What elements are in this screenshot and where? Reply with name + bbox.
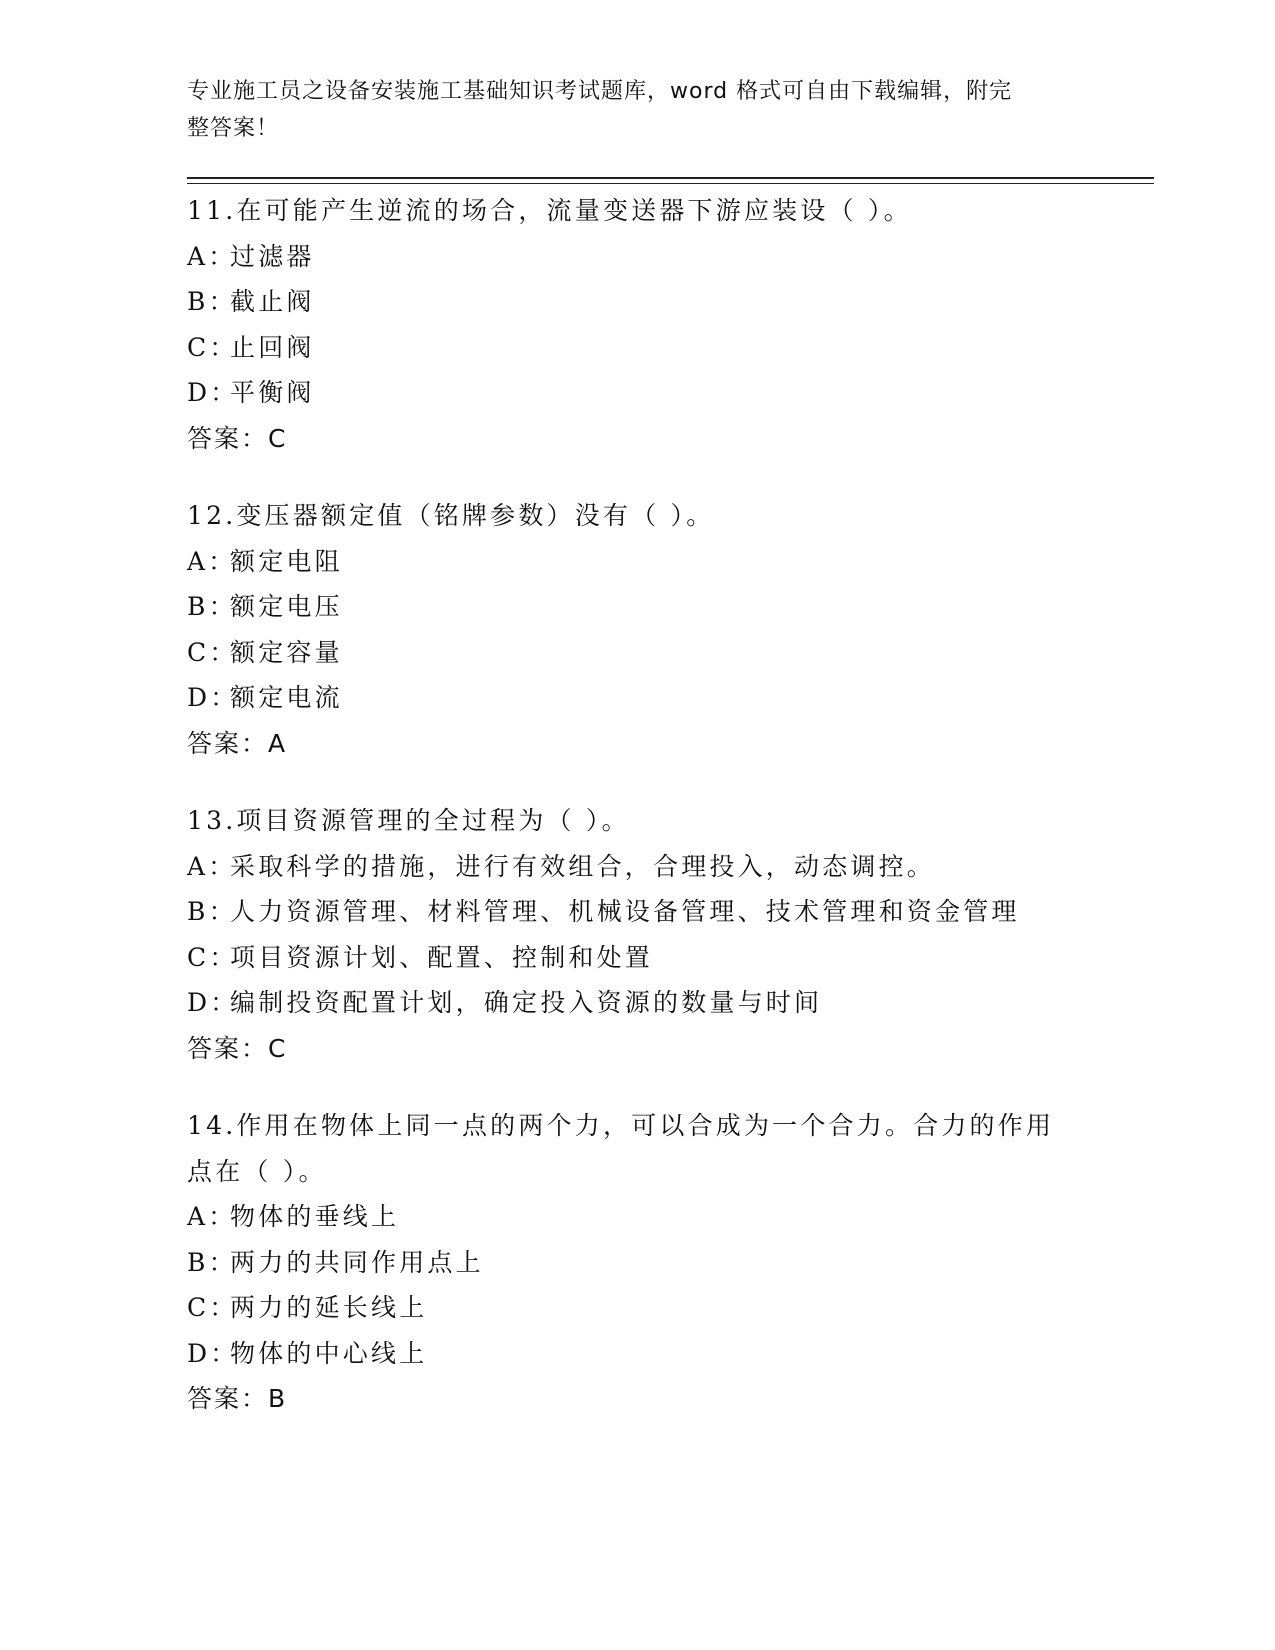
- option-letter: C：: [187, 942, 238, 972]
- answer-label: 答案：: [187, 1384, 269, 1413]
- option-c: [187, 630, 1087, 676]
- option-letter: D：: [187, 988, 239, 1017]
- option-text: 额定电压: [230, 592, 343, 621]
- answer-line: [187, 416, 1087, 462]
- option-text: 额定容量: [230, 637, 343, 667]
- option-text: 额定电流: [230, 683, 343, 712]
- option-letter: D：: [187, 378, 239, 407]
- header-divider-thick: [187, 177, 1154, 179]
- option-c: [187, 325, 1087, 371]
- option-b: [187, 584, 1087, 630]
- option-a: [187, 1194, 1087, 1240]
- question-item: [187, 188, 1087, 461]
- option-d: [187, 370, 1087, 416]
- option-letter: C：: [187, 637, 238, 667]
- option-text: 编制投资配置计划，确定投入资源的数量与时间: [230, 988, 823, 1017]
- question-item: [187, 1103, 1087, 1422]
- question-item: [187, 493, 1087, 766]
- option-b: [187, 279, 1087, 325]
- answer-line: [187, 1026, 1087, 1072]
- question-stem: 12.变压器额定值（铭牌参数）没有（ ）。: [187, 501, 715, 530]
- answer-label: 答案：: [187, 728, 269, 758]
- document-header: [187, 73, 1067, 147]
- option-letter: A：: [187, 546, 237, 576]
- option-d: [187, 1331, 1087, 1377]
- option-c: [187, 935, 1087, 981]
- option-letter: C：: [187, 1293, 238, 1322]
- option-letter: B：: [187, 287, 237, 316]
- option-d: [187, 675, 1087, 721]
- option-text: 项目资源计划、配置、控制和处置: [230, 942, 654, 972]
- header-divider-thin: [187, 183, 1154, 184]
- answer-value: C: [268, 423, 288, 453]
- option-letter: B：: [187, 897, 237, 926]
- option-text: 两力的延长线上: [230, 1293, 428, 1322]
- option-letter: D：: [187, 683, 239, 712]
- question-list: [187, 188, 1087, 1454]
- question-stem: 13.项目资源管理的全过程为（ ）。: [187, 806, 630, 835]
- question-stem: 14.作用在物体上同一点的两个力，可以合成为一个合力。合力的作用点在（ ）。: [187, 1111, 1055, 1186]
- answer-line: [187, 721, 1087, 767]
- option-letter: A：: [187, 241, 237, 271]
- option-text: 止回阀: [230, 332, 315, 362]
- option-text: 物体的垂线上: [230, 1202, 400, 1231]
- option-text: 人力资源管理、材料管理、机械设备管理、技术管理和资金管理: [230, 897, 1020, 926]
- option-b: [187, 889, 1087, 935]
- option-letter: B：: [187, 1247, 237, 1277]
- option-text: 额定电阻: [230, 546, 343, 576]
- header-line-1: 专业施工员之设备安装施工基础知识考试题库，word 格式可自由下载编辑，附完: [187, 79, 1013, 104]
- answer-line: [187, 1376, 1087, 1422]
- option-text: 截止阀: [230, 287, 315, 316]
- answer-value: C: [268, 1033, 288, 1063]
- option-a: [187, 234, 1087, 280]
- option-text: 过滤器: [230, 241, 315, 271]
- option-text: 采取科学的措施，进行有效组合，合理投入，动态调控。: [230, 851, 936, 881]
- answer-value: B: [268, 1384, 288, 1413]
- option-a: [187, 844, 1087, 890]
- answer-label: 答案：: [187, 423, 269, 453]
- answer-label: 答案：: [187, 1033, 269, 1063]
- answer-value: A: [268, 728, 288, 758]
- option-c: [187, 1285, 1087, 1331]
- option-d: [187, 980, 1087, 1026]
- option-text: 物体的中心线上: [230, 1338, 428, 1368]
- option-letter: A：: [187, 851, 237, 881]
- option-letter: C：: [187, 332, 238, 362]
- option-text: 两力的共同作用点上: [230, 1247, 484, 1277]
- question-item: [187, 798, 1087, 1071]
- option-text: 平衡阀: [230, 378, 315, 407]
- question-stem: 11.在可能产生逆流的场合，流量变送器下游应装设（ ）。: [187, 196, 912, 225]
- option-b: [187, 1240, 1087, 1286]
- option-letter: A：: [187, 1202, 237, 1231]
- option-letter: D：: [187, 1338, 239, 1368]
- option-letter: B：: [187, 592, 237, 621]
- header-line-2: 整答案！: [187, 116, 280, 141]
- option-a: [187, 539, 1087, 585]
